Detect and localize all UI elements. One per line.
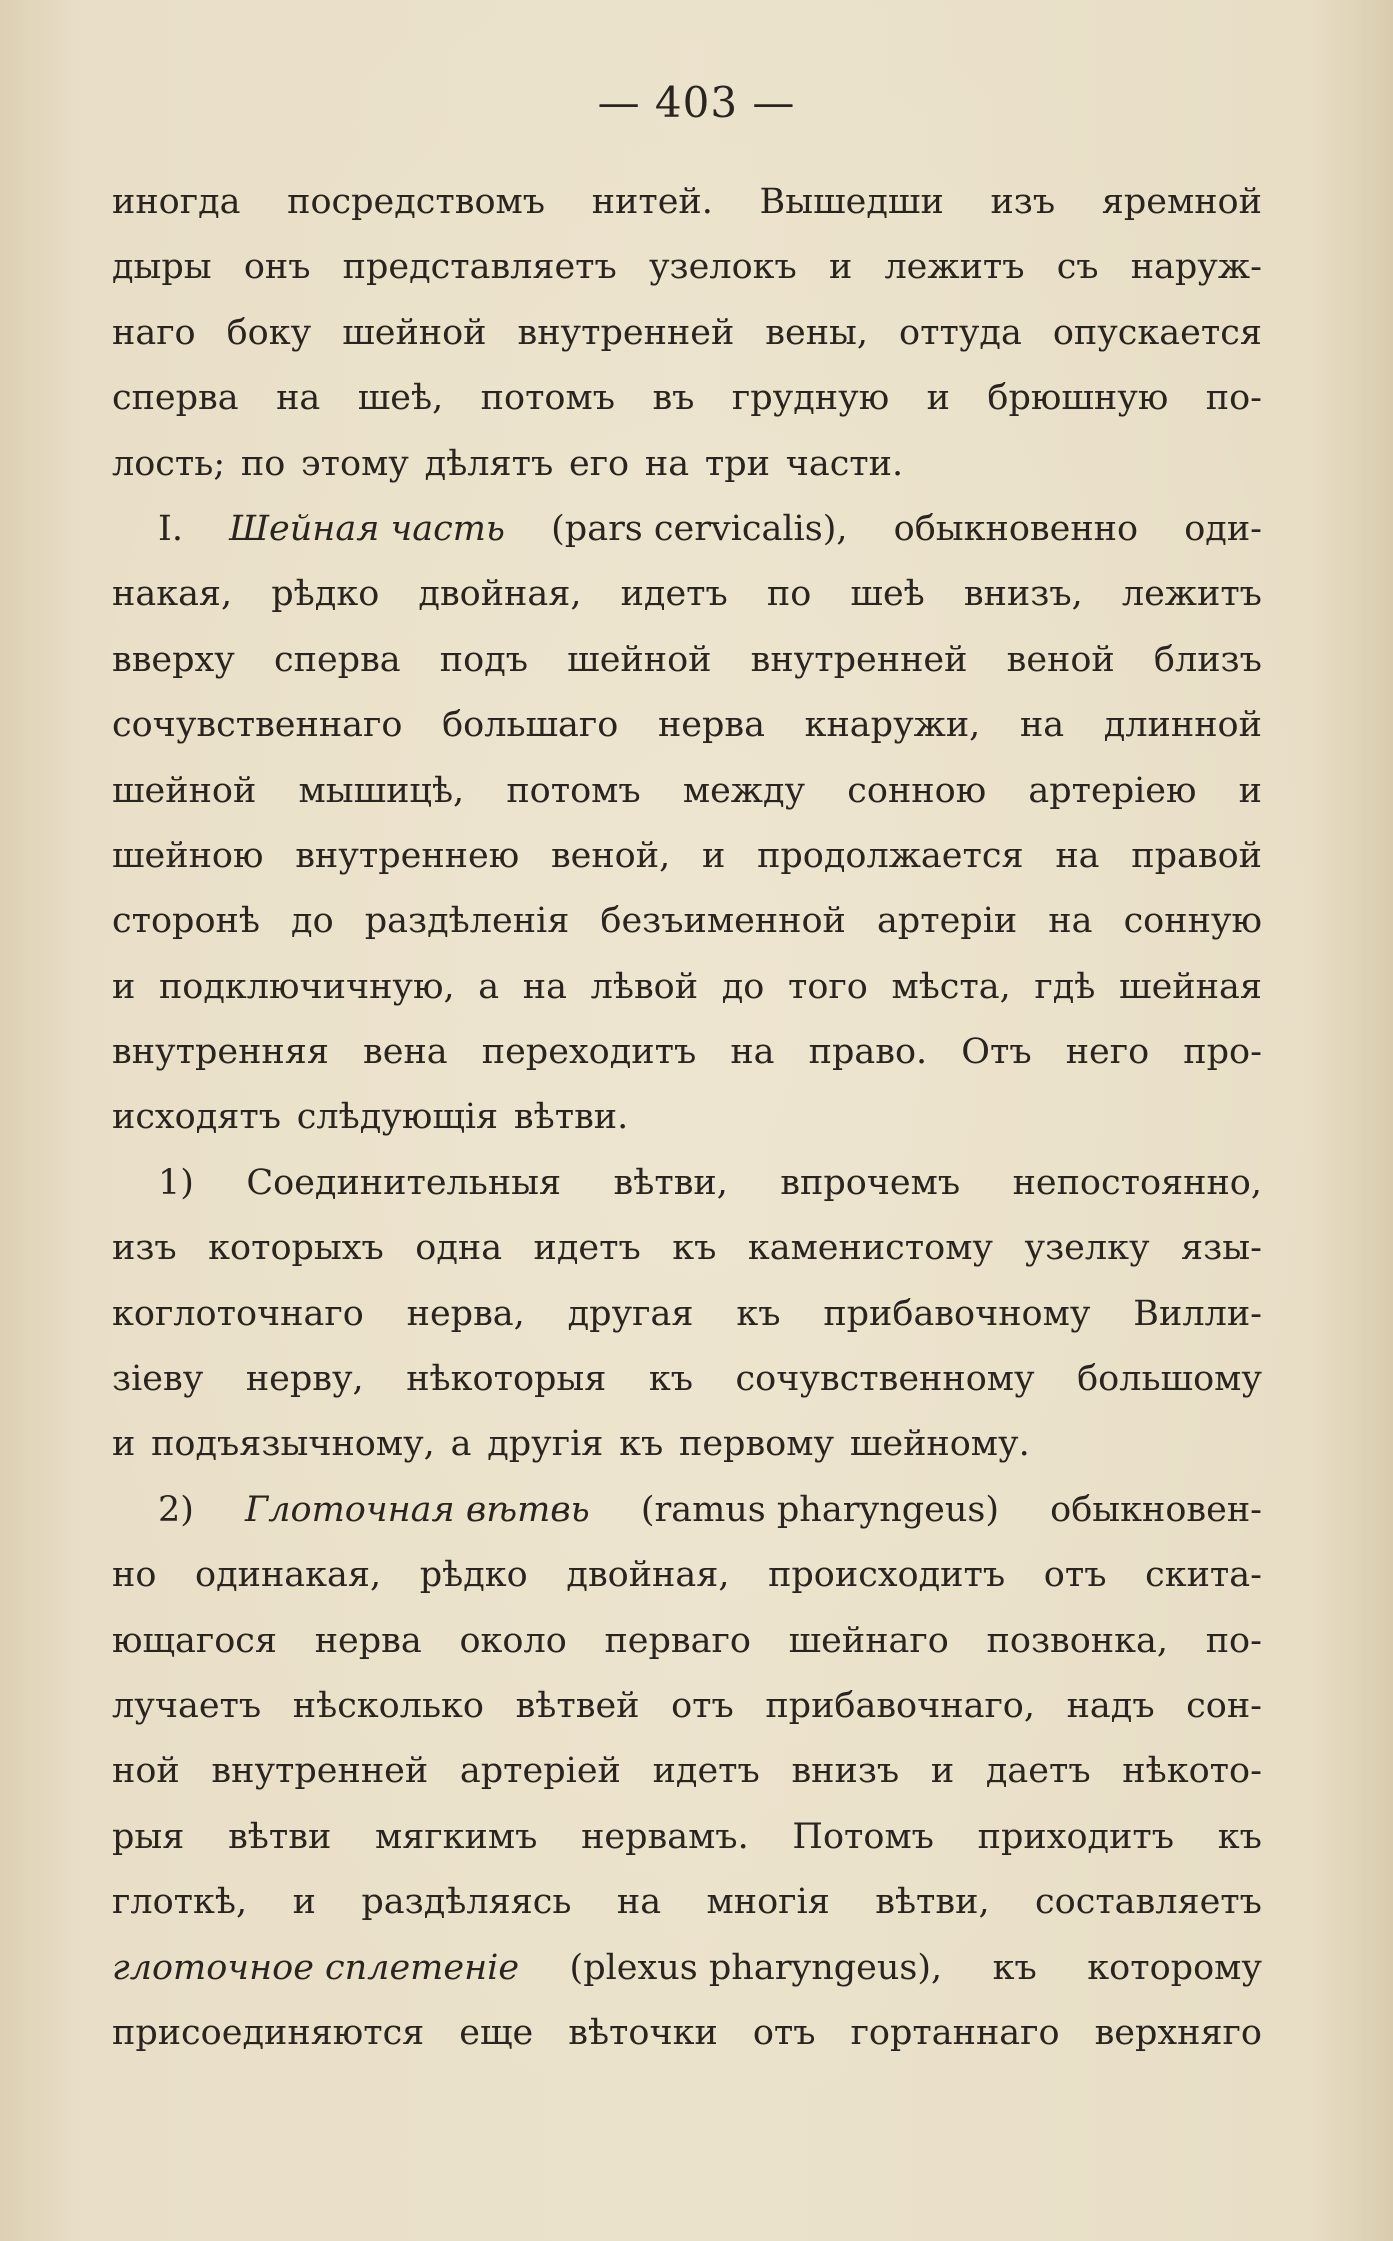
word: дѣлятъ bbox=[424, 443, 554, 484]
word: вѣтви, bbox=[613, 1162, 728, 1203]
word: три bbox=[704, 443, 770, 484]
word: другая bbox=[567, 1293, 694, 1334]
text-line bbox=[112, 1739, 1262, 1804]
word: оди- bbox=[1184, 508, 1262, 549]
word: двойная, bbox=[566, 1555, 730, 1596]
word: накая, bbox=[112, 574, 233, 615]
word: и bbox=[828, 247, 853, 288]
word: Вилли- bbox=[1133, 1293, 1262, 1334]
word: шеѣ bbox=[850, 574, 925, 615]
text-line bbox=[112, 1543, 1262, 1608]
word: на bbox=[522, 966, 567, 1007]
word: лежитъ bbox=[884, 247, 1025, 288]
word: шейною bbox=[112, 835, 264, 876]
word: коглоточнаго bbox=[112, 1293, 364, 1334]
word: I. bbox=[158, 508, 183, 549]
word: того bbox=[787, 966, 868, 1007]
word: приходитъ bbox=[977, 1816, 1175, 1857]
text-line bbox=[112, 2001, 1262, 2066]
word: мышицѣ, bbox=[298, 770, 465, 811]
word: внизъ bbox=[791, 1751, 900, 1792]
word: безъименной bbox=[600, 901, 846, 942]
word: глоточное сплетеніе bbox=[112, 1947, 520, 1988]
word: и bbox=[926, 378, 950, 419]
text-line bbox=[112, 1282, 1262, 1347]
word: лежитъ bbox=[1121, 574, 1262, 615]
text-line bbox=[112, 1805, 1262, 1870]
word: которыхъ bbox=[208, 1228, 384, 1269]
word: нерва bbox=[657, 705, 765, 746]
word: по- bbox=[1205, 1620, 1262, 1661]
word: шейнаго bbox=[788, 1620, 949, 1661]
word: къ bbox=[992, 1947, 1037, 1988]
word: подключичную, bbox=[158, 966, 455, 1007]
word: внутреннею bbox=[295, 835, 520, 876]
word: рѣдко bbox=[271, 574, 380, 615]
word: къ bbox=[736, 1293, 781, 1334]
word: нѣсколько bbox=[292, 1685, 484, 1726]
word: по- bbox=[1205, 378, 1262, 419]
word: длинной bbox=[1103, 705, 1262, 746]
word: наруж- bbox=[1130, 247, 1262, 288]
word: продолжается bbox=[757, 835, 1024, 876]
word: по bbox=[240, 443, 286, 484]
word: 2) bbox=[158, 1489, 194, 1530]
text-line bbox=[112, 1216, 1262, 1281]
word: до bbox=[721, 966, 765, 1007]
word: подъ bbox=[439, 639, 529, 680]
word: и bbox=[701, 835, 726, 876]
word: артеріею bbox=[1028, 770, 1197, 811]
word: и bbox=[930, 1751, 955, 1792]
word: Отъ bbox=[961, 1032, 1032, 1073]
word: шейная bbox=[1119, 966, 1262, 1007]
word: и bbox=[1238, 770, 1262, 811]
word: наго bbox=[112, 312, 196, 353]
word: до bbox=[291, 901, 334, 942]
word: на bbox=[1048, 901, 1093, 942]
word: нитей. bbox=[591, 182, 713, 222]
word: гдѣ bbox=[1034, 966, 1096, 1007]
word: боку bbox=[226, 312, 312, 353]
word: одна bbox=[415, 1228, 503, 1269]
body-text bbox=[112, 170, 1262, 2066]
word: обыкновенно bbox=[893, 508, 1139, 549]
word: нѣкоторыя bbox=[406, 1359, 607, 1400]
word: внутренней bbox=[517, 312, 735, 353]
word: происходитъ bbox=[768, 1555, 1006, 1596]
text-line bbox=[112, 432, 1262, 497]
word: нерва bbox=[314, 1620, 422, 1661]
word: нерва, bbox=[406, 1293, 525, 1334]
word: близъ bbox=[1153, 639, 1262, 680]
text-line bbox=[112, 693, 1262, 758]
text-line bbox=[112, 628, 1262, 693]
text-line bbox=[112, 1478, 1262, 1543]
word: на bbox=[1019, 705, 1065, 746]
word: вѣтви bbox=[228, 1816, 332, 1857]
word: сонную bbox=[1123, 901, 1262, 942]
text-line bbox=[112, 1674, 1262, 1739]
word: отъ bbox=[671, 1685, 734, 1726]
text-line bbox=[112, 1936, 1262, 2001]
word: позвонка, bbox=[986, 1620, 1169, 1661]
word: между bbox=[682, 770, 806, 811]
word: другія bbox=[487, 1424, 604, 1465]
text-line bbox=[112, 301, 1262, 366]
word: веной bbox=[1006, 639, 1115, 680]
word: ющагося bbox=[112, 1620, 277, 1661]
word: непостоянно, bbox=[1012, 1162, 1262, 1203]
word: слѣдующія bbox=[296, 1097, 499, 1138]
word: впрочемъ bbox=[780, 1162, 961, 1203]
word: а bbox=[450, 1424, 472, 1465]
word: на bbox=[276, 378, 321, 419]
word: раздѣляясь bbox=[361, 1882, 572, 1923]
word: и bbox=[112, 966, 136, 1007]
word: представляетъ bbox=[342, 247, 617, 288]
word: части. bbox=[785, 443, 904, 484]
word: 1) bbox=[158, 1162, 194, 1203]
word: вѣтви. bbox=[513, 1097, 629, 1138]
text-line bbox=[112, 1151, 1262, 1216]
word: вены, bbox=[765, 312, 869, 353]
word: изъ bbox=[990, 182, 1056, 222]
word: гортаннаго bbox=[850, 2012, 1060, 2053]
word: онъ bbox=[243, 247, 311, 288]
word: нервамъ. bbox=[581, 1816, 749, 1857]
word: къ bbox=[619, 1424, 664, 1465]
word: внутренней bbox=[211, 1751, 429, 1792]
word: отъ bbox=[752, 2012, 816, 2053]
word: глоткѣ, bbox=[112, 1882, 248, 1923]
word: шейному. bbox=[849, 1424, 1030, 1465]
word: потомъ bbox=[506, 770, 641, 811]
word: составляетъ bbox=[1035, 1882, 1262, 1923]
word: присоединяются bbox=[112, 2012, 425, 2053]
text-line bbox=[112, 1347, 1262, 1412]
word: которому bbox=[1087, 1947, 1262, 1988]
word: а bbox=[478, 966, 500, 1007]
text-line bbox=[112, 562, 1262, 627]
word: вѣточки bbox=[568, 2012, 718, 2053]
word: посредствомъ bbox=[287, 182, 546, 222]
word: обыкновен- bbox=[1050, 1489, 1262, 1530]
word: верхняго bbox=[1094, 2012, 1262, 2053]
word: внутренней bbox=[750, 639, 968, 680]
word: на bbox=[644, 443, 690, 484]
text-line bbox=[112, 1020, 1262, 1085]
word: вена bbox=[363, 1032, 448, 1073]
word: сторонѣ bbox=[112, 901, 260, 942]
word: опускается bbox=[1052, 312, 1262, 353]
word: шейной bbox=[112, 770, 257, 811]
word: шеѣ, bbox=[357, 378, 444, 419]
word: иногда bbox=[112, 182, 241, 222]
word: раздѣленія bbox=[364, 901, 570, 942]
word: правой bbox=[1131, 835, 1262, 876]
word: скита- bbox=[1145, 1555, 1262, 1596]
word: этому bbox=[301, 443, 409, 484]
word: него bbox=[1065, 1032, 1150, 1073]
word: къ bbox=[1217, 1816, 1262, 1857]
word: про- bbox=[1183, 1032, 1262, 1073]
word: артеріей bbox=[459, 1751, 621, 1792]
text-line bbox=[112, 1609, 1262, 1674]
word: узелокъ bbox=[648, 247, 797, 288]
word: прибавочнаго, bbox=[765, 1685, 1035, 1726]
word: дыры bbox=[112, 247, 212, 288]
text-line bbox=[112, 759, 1262, 824]
word: съ bbox=[1056, 247, 1099, 288]
word: каменистому bbox=[747, 1228, 994, 1269]
word: сочувственному bbox=[735, 1359, 1035, 1400]
word: отъ bbox=[1043, 1555, 1107, 1596]
word: и bbox=[112, 1424, 136, 1465]
word: грудную bbox=[731, 378, 890, 419]
word: рѣдко bbox=[419, 1555, 528, 1596]
word: мягкимъ bbox=[375, 1816, 538, 1857]
word: надъ bbox=[1066, 1685, 1155, 1726]
word: язы- bbox=[1181, 1228, 1262, 1269]
word: узелку bbox=[1024, 1228, 1150, 1269]
word: (plexus pharyngeus), bbox=[569, 1947, 943, 1988]
word: первому bbox=[679, 1424, 835, 1465]
word: большаго bbox=[442, 705, 619, 746]
word: шейной bbox=[342, 312, 487, 353]
word: потомъ bbox=[480, 378, 615, 419]
word: на bbox=[616, 1882, 662, 1923]
word: кнаружи, bbox=[804, 705, 981, 746]
text-line bbox=[112, 366, 1262, 431]
word: лость; bbox=[112, 443, 226, 484]
word: въ bbox=[652, 378, 695, 419]
word: сочувственнаго bbox=[112, 705, 403, 746]
word: право. bbox=[808, 1032, 928, 1073]
word: перваго bbox=[604, 1620, 751, 1661]
word: сперва bbox=[112, 378, 239, 419]
word: идетъ bbox=[620, 574, 728, 615]
word: веной, bbox=[550, 835, 671, 876]
word: Вышедши bbox=[759, 182, 944, 222]
word: многія bbox=[706, 1882, 830, 1923]
word: Глоточная вѣтвь bbox=[245, 1489, 590, 1530]
word: идетъ bbox=[533, 1228, 641, 1269]
text-line bbox=[112, 955, 1262, 1020]
word: къ bbox=[672, 1228, 717, 1269]
word: (ramus pharyngeus) bbox=[640, 1489, 1000, 1530]
text-line bbox=[112, 170, 1262, 235]
word: на bbox=[730, 1032, 775, 1073]
word: подъязычному, bbox=[151, 1424, 435, 1465]
word: лучаетъ bbox=[112, 1685, 262, 1726]
text-line bbox=[112, 1085, 1262, 1150]
word: оттуда bbox=[899, 312, 1022, 353]
word: мѣста, bbox=[891, 966, 1011, 1007]
word: яремной bbox=[1101, 182, 1262, 222]
word: и bbox=[292, 1882, 316, 1923]
word: прибавочному bbox=[823, 1293, 1091, 1334]
word: рыя bbox=[112, 1816, 185, 1857]
word: исходятъ bbox=[112, 1097, 282, 1138]
word: сперва bbox=[274, 639, 401, 680]
word: ной bbox=[112, 1751, 180, 1792]
word: большому bbox=[1077, 1359, 1262, 1400]
page-number: — 403 — bbox=[597, 78, 796, 127]
word: вверху bbox=[112, 639, 235, 680]
word: Потомъ bbox=[792, 1816, 934, 1857]
word: идетъ bbox=[652, 1751, 760, 1792]
word: вѣтвей bbox=[515, 1685, 640, 1726]
word: нерву, bbox=[245, 1359, 364, 1400]
word: шейной bbox=[567, 639, 712, 680]
word: сон- bbox=[1186, 1685, 1262, 1726]
text-line bbox=[112, 1412, 1262, 1477]
word: артеріи bbox=[876, 901, 1018, 942]
word: лѣвой bbox=[590, 966, 699, 1007]
word: зіеву bbox=[112, 1359, 204, 1400]
word: брюшную bbox=[987, 378, 1169, 419]
text-line bbox=[112, 497, 1262, 562]
word: по bbox=[766, 574, 812, 615]
word: къ bbox=[648, 1359, 694, 1400]
text-line bbox=[112, 1870, 1262, 1935]
word: Соединительныя bbox=[246, 1162, 562, 1203]
word: еще bbox=[459, 2012, 534, 2053]
word: изъ bbox=[112, 1228, 177, 1269]
word: внутренняя bbox=[112, 1032, 329, 1073]
word: его bbox=[569, 443, 630, 484]
word: на bbox=[1055, 835, 1100, 876]
word: переходитъ bbox=[481, 1032, 697, 1073]
text-line bbox=[112, 235, 1262, 300]
text-line bbox=[112, 824, 1262, 889]
word: сонною bbox=[847, 770, 987, 811]
word: (pars cervicalis), bbox=[551, 508, 848, 549]
word: двойная, bbox=[418, 574, 582, 615]
text-line bbox=[112, 889, 1262, 954]
word: внизъ, bbox=[963, 574, 1083, 615]
word: около bbox=[459, 1620, 567, 1661]
word: одинакая, bbox=[195, 1555, 382, 1596]
word: вѣтви, bbox=[875, 1882, 990, 1923]
word: даетъ bbox=[985, 1751, 1091, 1792]
word: Шейная часть bbox=[229, 508, 505, 549]
word: но bbox=[112, 1555, 157, 1596]
word: нѣкото- bbox=[1122, 1751, 1262, 1792]
